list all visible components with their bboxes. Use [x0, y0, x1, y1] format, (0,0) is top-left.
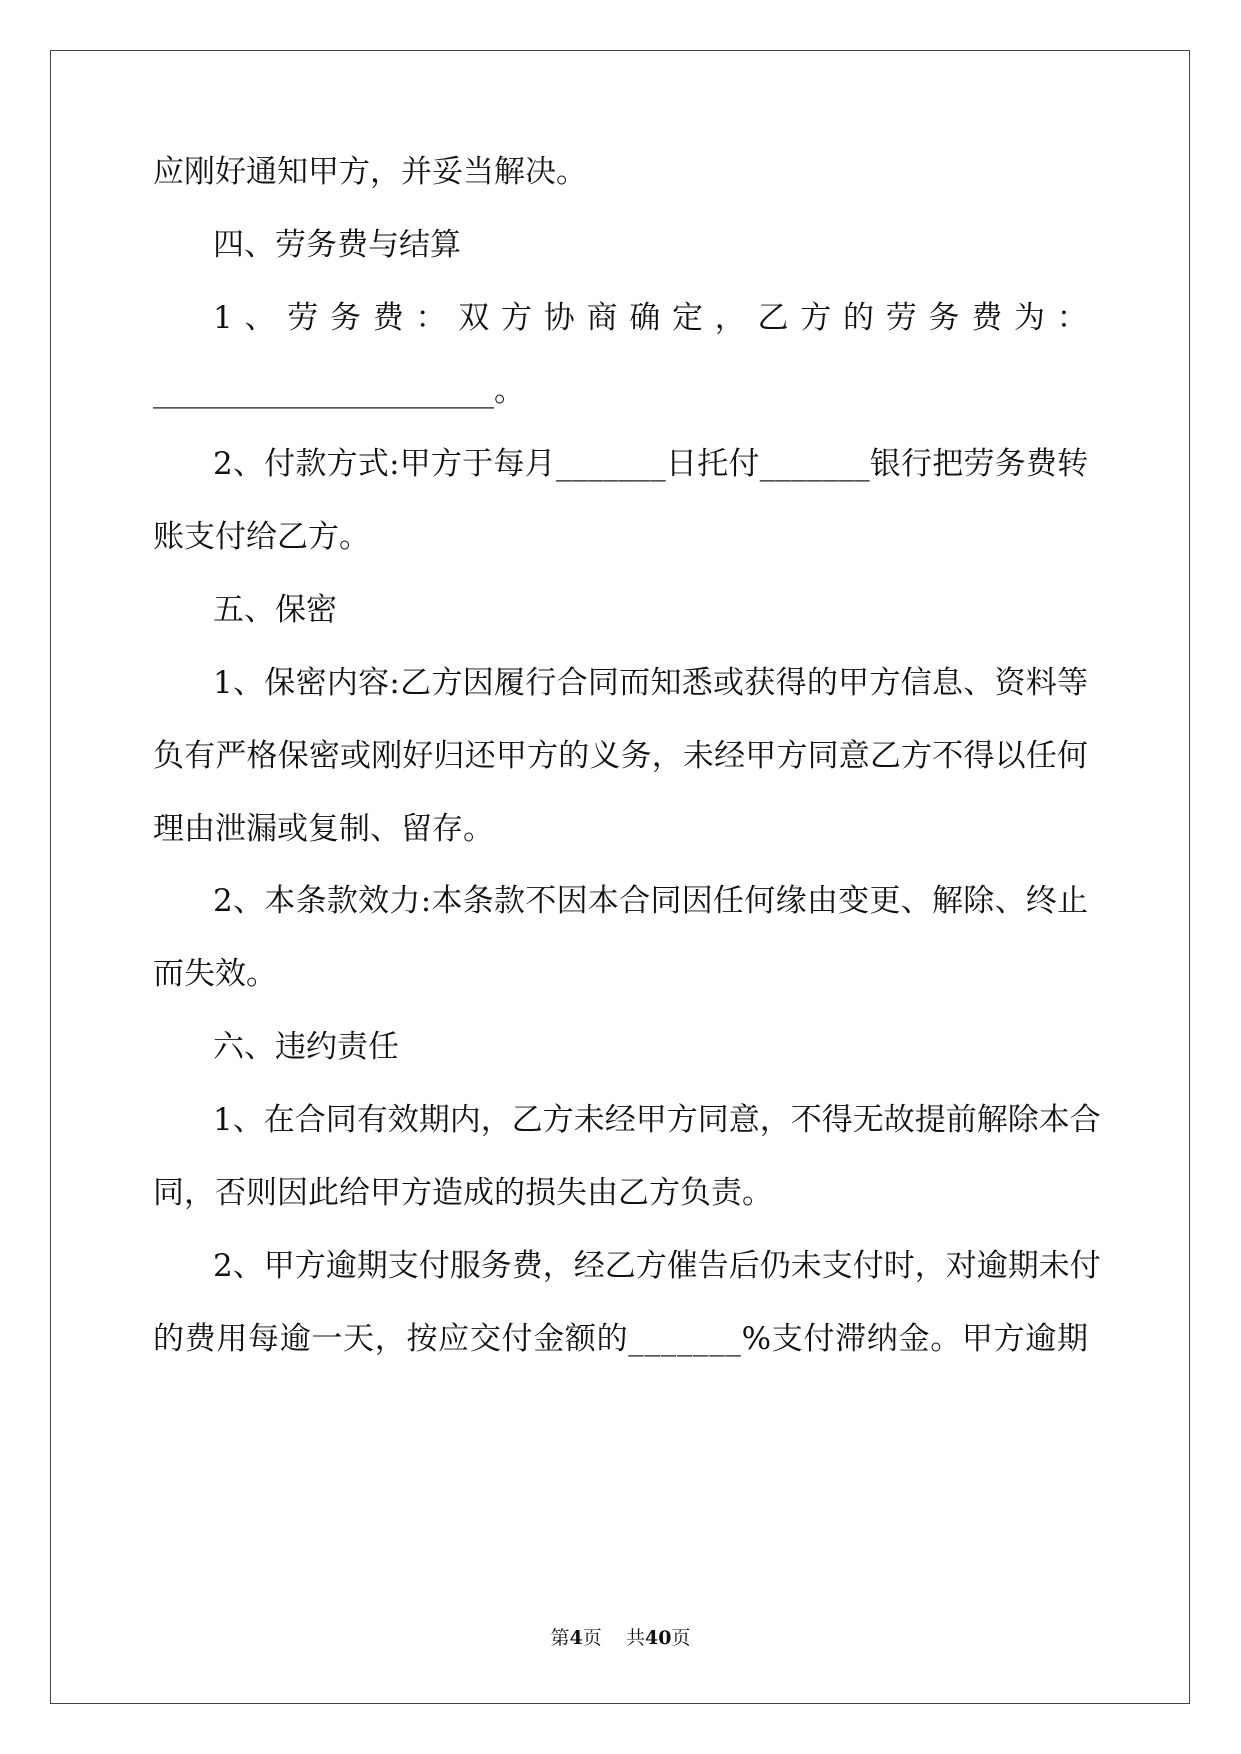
- paragraph-line: 账支付给乙方。: [153, 519, 370, 555]
- paragraph-line: 1、保密内容:乙方因履行合同而知悉或获得的甲方信息、资料等: [213, 665, 1089, 701]
- spread-char: 定: [671, 300, 703, 336]
- spread-char: 方: [500, 300, 532, 336]
- paragraph-line: 2、甲方逾期支付服务费，经乙方催告后仍未支付时，对逾期未付: [213, 1248, 1101, 1284]
- spread-char: 费: [372, 300, 404, 336]
- paragraph-line: 2、本条款效力:本条款不因本合同因任何缘由变更、解除、终止: [213, 883, 1089, 919]
- spread-char: ：: [415, 300, 447, 336]
- spread-char: 务: [928, 300, 960, 336]
- paragraph-line: ______________________。: [153, 373, 525, 409]
- spread-char: ：: [1056, 300, 1088, 336]
- spread-char: 商: [586, 300, 618, 336]
- spread-char: 务: [329, 300, 361, 336]
- footer-total-prefix: 共: [625, 1627, 645, 1649]
- spread-char: 的: [842, 300, 874, 336]
- paragraph-line: 同，否则因此给甲方造成的损失由乙方负责。: [153, 1175, 773, 1211]
- spread-char: 1: [213, 300, 233, 336]
- paragraph-line: 的费用每逾一天，按应交付金额的_______%支付滞纳金。甲方逾期: [153, 1321, 1089, 1357]
- spread-char: 、: [244, 300, 276, 336]
- footer-total-suffix: 页: [671, 1627, 691, 1649]
- spread-char: 费: [971, 300, 1003, 336]
- section-heading-liability: 六、违约责任: [213, 1029, 399, 1065]
- spread-char: 为: [1013, 300, 1045, 336]
- spread-char: 协: [543, 300, 575, 336]
- paragraph-line-spread: [213, 298, 1088, 338]
- spread-char: 劳: [287, 300, 319, 336]
- footer-page-suffix: 页: [582, 1627, 602, 1649]
- spread-char: 确: [629, 300, 661, 336]
- footer-total-number: 40: [644, 1627, 672, 1649]
- spread-char: 方: [800, 300, 832, 336]
- spread-char: 劳: [885, 300, 917, 336]
- spread-char: ，: [714, 300, 746, 336]
- paragraph-line: 2、付款方式:甲方于每月_______日托付_______银行把劳务费转: [213, 446, 1089, 482]
- spread-char: 双: [458, 300, 490, 336]
- paragraph-line: 应刚好通知甲方，并妥当解决。: [153, 154, 587, 190]
- paragraph-line: 而失效。: [153, 956, 277, 992]
- paragraph-line: 1、在合同有效期内，乙方未经甲方同意，不得无故提前解除本合: [213, 1102, 1101, 1138]
- section-heading-confidentiality: 五、保密: [213, 592, 337, 628]
- footer-page-number: 4: [569, 1627, 583, 1649]
- paragraph-line: 理由泄漏或复制、留存。: [153, 811, 494, 847]
- footer-page-prefix: 第: [550, 1627, 570, 1649]
- spread-char: 乙: [757, 300, 789, 336]
- paragraph-line: 负有严格保密或刚好归还甲方的义务，未经甲方同意乙方不得以任何: [153, 738, 1089, 774]
- page-footer: [0, 1626, 1241, 1650]
- section-heading-fees: 四、劳务费与结算: [213, 227, 461, 263]
